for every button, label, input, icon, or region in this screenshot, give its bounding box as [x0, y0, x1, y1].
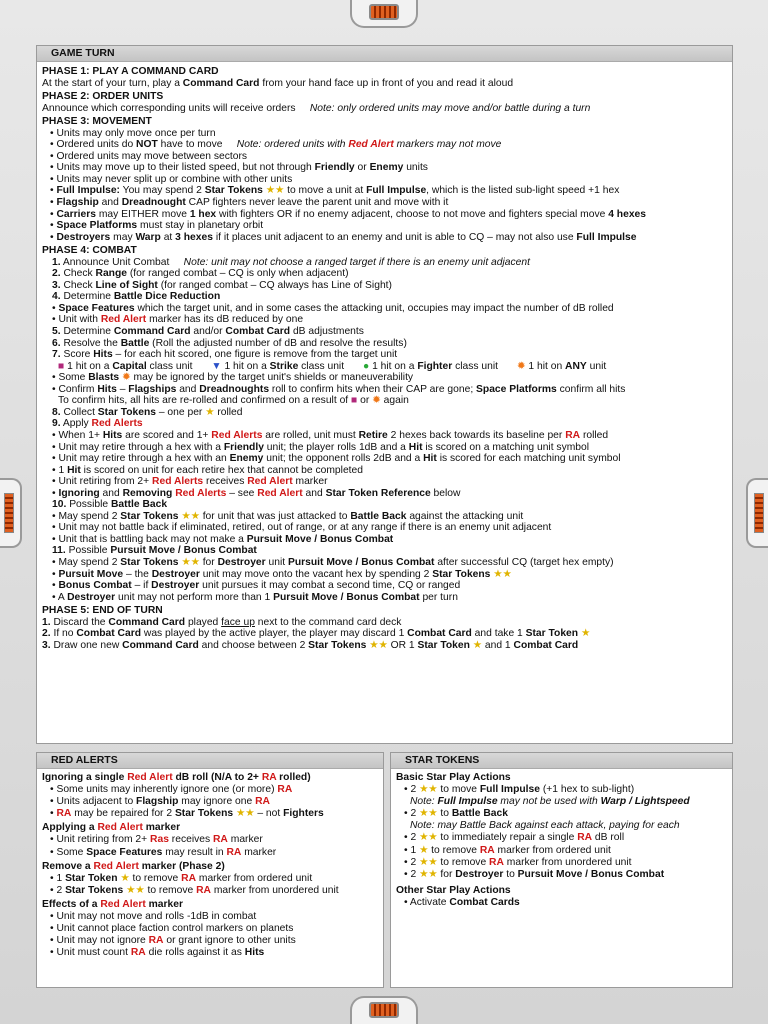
star-icon: ★★ [236, 808, 255, 820]
ra-applying-title: Applying a Red Alert marker [42, 822, 181, 834]
move-rule-3: • Ordered units may move between sectors [50, 150, 248, 162]
game-turn-panel [36, 45, 733, 744]
star-other-1: • Activate Combat Cards [404, 896, 520, 908]
move-rule-5: • Units may never split up or combine with other units [50, 173, 293, 185]
star-action-2-note: Note: may Battle Back against each attack, paying for each [410, 820, 680, 832]
blast-burst-icon: ✹ [122, 372, 131, 384]
combat-step-1: 1. Announce Unit Combat Note: unit may not choose a ranged target if there is an enemy unit adjacent [52, 256, 530, 268]
combat-step-7b: • Some Blasts ✹ may be ignored by the target unit's shields or maneuverability [52, 372, 414, 384]
ra-effects-title: Effects of a Red Alert marker [42, 898, 183, 910]
capital-square-icon: ■ [351, 395, 358, 407]
ra-effect-2: • Unit cannot place faction control markers on planets [50, 923, 294, 935]
right-vent [754, 493, 764, 533]
move-rule-8: • Carriers may EITHER move 1 hex with fighters OR if no enemy adjacent, choose to not move and fighters special move 4 hexes [50, 208, 647, 220]
end-step-2: 2. If no Combat Card was played by the active player, the player may discard 1 Combat Card and take 1 Star Token ★ [42, 628, 591, 640]
game-turn-body [37, 62, 732, 651]
star-basic-title: Basic Star Play Actions [396, 772, 511, 783]
combat-step-7c: • Confirm Hits – Flagships and Dreadnoughts roll to confirm hits when their CAP are gone; Space Platforms confirm all hits [52, 383, 626, 395]
phase1-title: PHASE 1: PLAY A COMMAND CARD [42, 66, 219, 77]
combat-step-11: 11. Possible Pursuit Move / Bonus Combat [52, 545, 257, 557]
star-action-4: • 1 ★ to remove RA marker from ordered unit [404, 844, 611, 856]
star-action-3: • 2 ★★ to immediately repair a single RA dB roll [404, 832, 625, 844]
hit-symbols-row: ■ 1 hit on a Capital class unit ▼ 1 hit on a Strike class unit ● 1 hit on a Fighter class unit ✹ 1 hit on ANY unit [58, 360, 607, 372]
combat-step-10a: • May spend 2 Star Tokens ★★ for unit that was just attacked to Battle Back against the attacking unit [52, 510, 524, 522]
move-rule-6: • Full Impulse: You may spend 2 Star Tokens ★★ to move a unit at Full Impulse, which is the listed sub-light speed +1 hex [50, 185, 620, 197]
ra-effect-1: • Unit may not move and rolls -1dB in combat [50, 911, 257, 923]
star-action-1: • 2 ★★ to move Full Impulse (+1 hex to sub-light) [404, 784, 635, 796]
combat-step-9f: • Ignoring and Removing Red Alerts – see Red Alert and Star Token Reference below [52, 487, 461, 499]
star-icon: ★★ [419, 868, 438, 880]
combat-step-9c: • Unit may retire through a hex with an Enemy unit; the opponent rolls 2dB and a Hit is scored for each matching unit symbol [52, 453, 621, 465]
star-other-title: Other Star Play Actions [396, 884, 511, 896]
end-step-3: 3. Draw one new Command Card and choose between 2 Star Tokens ★★ OR 1 Star Token ★ and 1 Combat Card [42, 639, 579, 651]
top-vent [369, 4, 399, 20]
combat-step-3: 3. Check Line of Sight (for ranged combat – CQ always has Line of Sight) [52, 279, 392, 291]
combat-step-8: 8. Collect Star Tokens – one per ★ rolled [52, 406, 243, 418]
star-icon: ★ [580, 628, 591, 640]
combat-step-11d: • A Destroyer unit may not perform more than 1 Pursuit Move / Bonus Combat per turn [52, 591, 458, 603]
star-action-5: • 2 ★★ to remove RA marker from unordered unit [404, 856, 632, 868]
phase4-title: PHASE 4: COMBAT [42, 245, 137, 257]
phase3-title: PHASE 3: MOVEMENT [42, 116, 152, 128]
ra-ignoring-title: Ignoring a single Red Alert dB roll (N/A to 2+ RA rolled) [42, 772, 311, 783]
star-icon: ★ [419, 844, 429, 856]
bottom-vent [369, 1002, 399, 1018]
ra-effect-3: • Unit may not ignore RA or grant ignore to other units [50, 935, 296, 947]
star-icon: ★★ [419, 808, 438, 820]
star-icon: ★★ [493, 568, 512, 580]
star-icon: ★ [205, 406, 215, 418]
combat-step-9e: • Unit retiring from 2+ Red Alerts receives Red Alert marker [52, 476, 328, 488]
star-icon: ★★ [181, 510, 200, 522]
combat-step-9d: • 1 Hit is scored on unit for each retire hex that cannot be completed [52, 464, 363, 476]
star-icon: ★★ [419, 856, 438, 868]
ra-remove-title: Remove a Red Alert marker (Phase 2) [42, 860, 225, 872]
ra-remove-1: • 1 Star Token ★ to remove RA marker from ordered unit [50, 872, 313, 884]
combat-step-4b: • Unit with Red Alert marker has its dB reduced by one [52, 314, 304, 326]
combat-step-11b: • Pursuit Move – the Destroyer unit may move onto the vacant hex by spending 2 Star Tokens ★★ [52, 568, 512, 580]
combat-step-10: 10. Possible Battle Back [52, 499, 168, 511]
ra-remove-2: • 2 Star Tokens ★★ to remove RA marker from unordered unit [50, 884, 339, 896]
star-tokens-header: STAR TOKENS [391, 753, 732, 769]
red-alerts-body [37, 769, 383, 959]
blast-burst-icon: ✹ [516, 360, 526, 372]
star-action-2: • 2 ★★ to Battle Back [404, 808, 508, 820]
move-rule-7: • Flagship and Dreadnought CAP fighters never leave the parent unit and move with it [50, 197, 449, 209]
combat-step-9a: • When 1+ Hits are scored and 1+ Red Alerts are rolled, unit must Retire 2 hexes back towards its baseline per RA rolled [52, 429, 609, 441]
move-rule-4: • Units may move up to their listed speed, but not through Friendly or Enemy units [50, 162, 428, 174]
ra-apply-2: • Some Space Features may result in RA marker [50, 846, 277, 858]
ra-ignore-2: • Units adjacent to Flagship may ignore one RA [50, 796, 270, 808]
star-icon: ★★ [419, 832, 438, 844]
combat-step-2: 2. Check Range (for ranged combat – CQ is only when adjacent) [52, 268, 349, 280]
combat-step-7: 7. Score Hits – for each hit scored, one figure is remove from the target unit [52, 349, 398, 361]
combat-step-10c: • Unit that is battling back may not make a Pursuit Move / Bonus Combat [52, 533, 394, 545]
combat-step-11a: • May spend 2 Star Tokens ★★ for Destroyer unit Pursuit Move / Bonus Combat after successful CQ (target hex empty) [52, 556, 614, 568]
star-icon: ★★ [181, 556, 200, 568]
phase2-title: PHASE 2: ORDER UNITS [42, 91, 164, 103]
star-icon: ★★ [126, 884, 145, 896]
capital-square-icon: ■ [58, 360, 65, 372]
star-tokens-body [391, 769, 732, 909]
move-rule-1: • Units may only move once per turn [50, 127, 216, 139]
phase1-text: At the start of your turn, play a Command Card from your hand face up in front of you and read it aloud [42, 77, 514, 89]
strike-triangle-icon: ▼ [211, 360, 222, 372]
combat-step-9b: • Unit may retire through a hex with a Friendly unit; the player rolls 1dB and a Hit is scored on a matching unit symbol [52, 441, 590, 453]
combat-step-10b: • Unit may not battle back if eliminated, retired, out of range, or at any range if there is an enemy unit adjacent [52, 522, 552, 534]
star-icon: ★ [472, 639, 483, 651]
star-action-6: • 2 ★★ for Destroyer to Pursuit Move / Bonus Combat [404, 868, 665, 880]
fighter-dot-icon: ● [362, 360, 370, 372]
ra-ignore-3: • RA may be repaired for 2 Star Tokens ★★ – not Fighters [50, 808, 324, 820]
combat-step-5: 5. Determine Command Card and/or Combat Card dB adjustments [52, 326, 364, 338]
combat-step-9: 9. Apply Red Alerts [52, 418, 143, 430]
move-rule-2: • Ordered units do NOT have to move Note: ordered units with Red Alert markers may not move [50, 139, 502, 151]
red-alerts-header: RED ALERTS [37, 753, 383, 769]
move-rule-9: • Space Platforms must stay in planetary orbit [50, 220, 264, 232]
star-icon: ★★ [419, 784, 438, 796]
phase2-text: Announce which corresponding units will receive orders Note: only ordered units may move and/or battle during a turn [42, 102, 591, 114]
combat-step-11c: • Bonus Combat – if Destroyer unit pursues it may combat a second time, CQ or ranged [52, 580, 461, 592]
star-icon: ★ [120, 872, 130, 884]
game-turn-header: GAME TURN [37, 46, 732, 62]
red-alerts-panel [36, 752, 384, 988]
ra-ignore-1: • Some units may inherently ignore one (or more) RA [50, 784, 293, 796]
combat-step-4a: • Space Features which the target unit, and in some cases the attacking unit, occupies may impact the number of dB rolled [52, 302, 614, 314]
star-icon: ★★ [262, 185, 288, 197]
ra-effect-4: • Unit must count RA die rolls against it as Hits [50, 947, 265, 959]
star-action-1-note: Note: Full Impulse may not be used with Warp / Lightspeed [410, 796, 690, 808]
left-vent [4, 493, 14, 533]
combat-step-6: 6. Resolve the Battle (Roll the adjusted number of dB and resolve the results) [52, 337, 407, 349]
star-icon: ★★ [369, 639, 388, 651]
end-step-1: 1. Discard the Command Card played face up next to the command card deck [42, 616, 402, 628]
blast-burst-icon: ✹ [372, 395, 381, 407]
combat-step-4: 4. Determine Battle Dice Reduction [52, 291, 221, 303]
star-tokens-panel [390, 752, 733, 988]
ra-apply-1: • Unit retiring from 2+ Ras receives RA marker [50, 834, 263, 846]
move-rule-10: • Destroyers may Warp at 3 hexes if it places unit adjacent to an enemy and unit is able to CQ – may not also use Full Impulse [50, 231, 637, 243]
phase5-title: PHASE 5: END OF TURN [42, 605, 163, 617]
combat-step-7d: To confirm hits, all hits are re-rolled and confirmed on a result of ■ or ✹ again [58, 395, 409, 407]
